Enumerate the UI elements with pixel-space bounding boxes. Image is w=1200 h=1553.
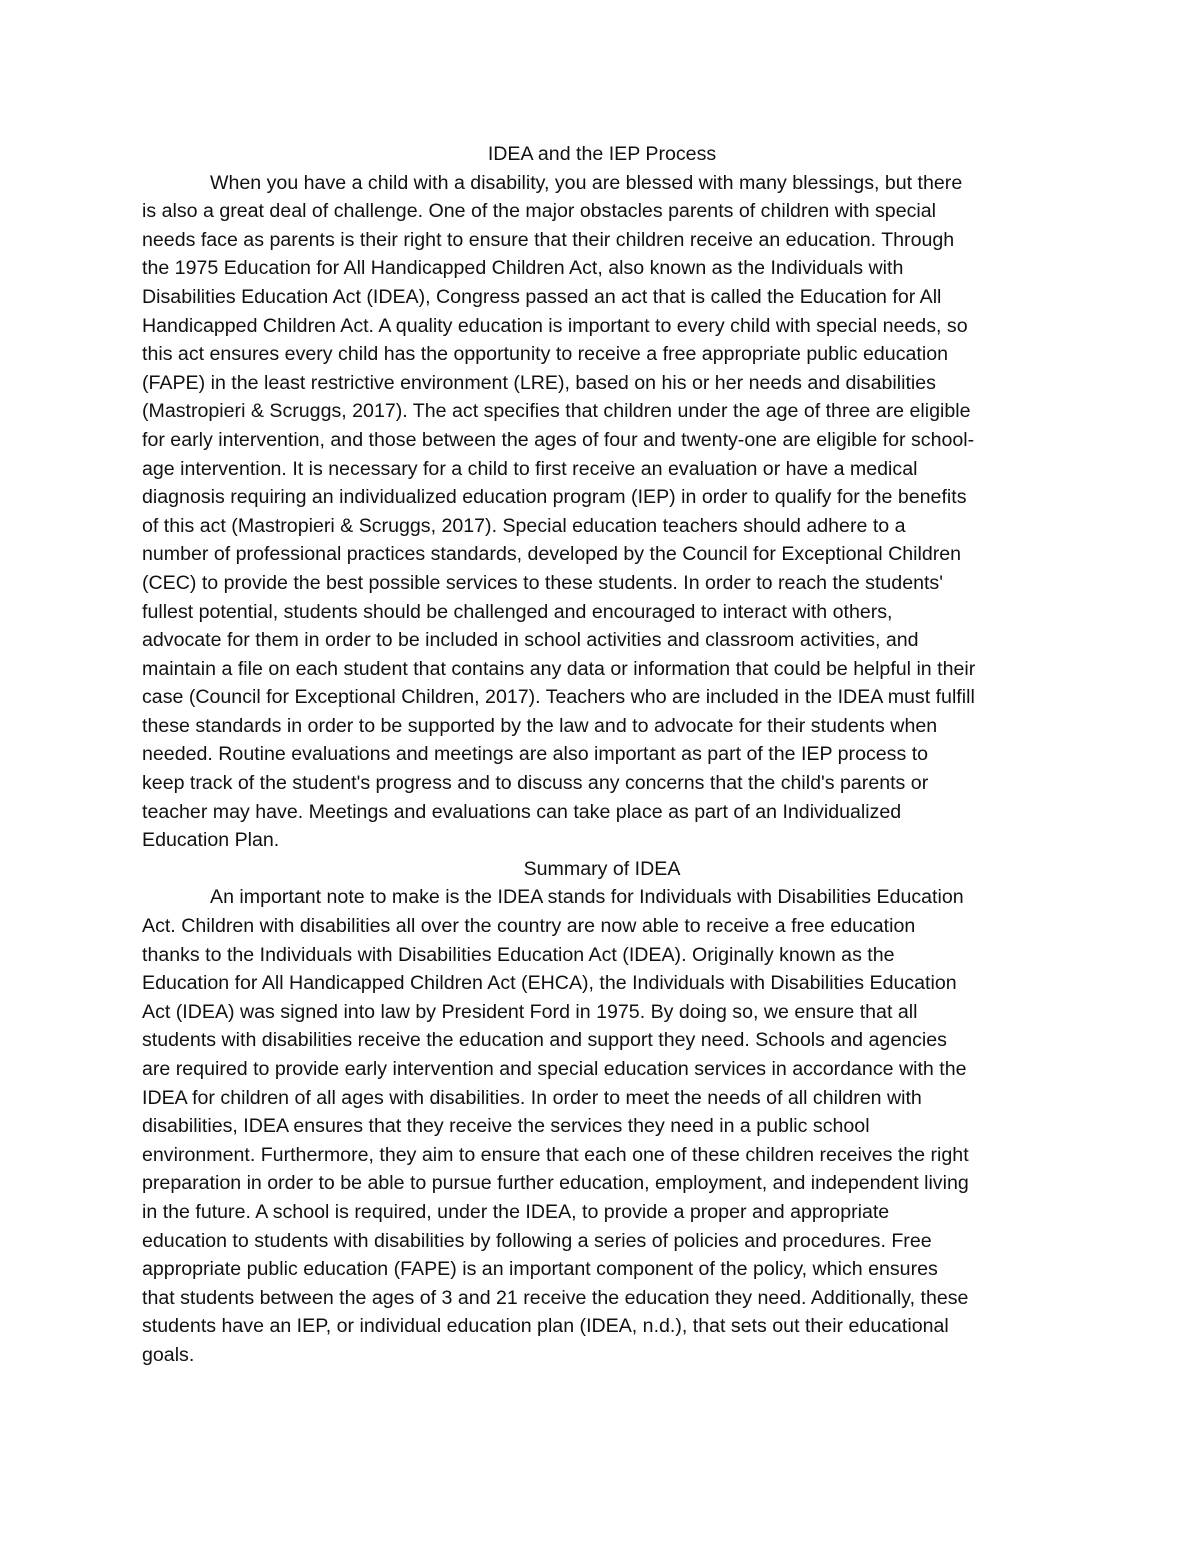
text-line: number of professional practices standards, developed by the Council for Exceptional Children [142, 543, 962, 566]
text-line: are required to provide early intervention and special education services in accordance with the [142, 1058, 967, 1080]
text-line: needed. Routine evaluations and meetings are also important as part of the IEP process to [142, 743, 929, 766]
text-line: age intervention. It is necessary for a child to first receive an evaluation or have a medical [142, 457, 918, 480]
text-line: these standards in order to be supported by the law and to advocate for their students when [142, 714, 938, 737]
text-line: environment. Furthermore, they aim to ensure that each one of these children receives the right [142, 1143, 969, 1166]
text-line: Act. Children with disabilities all over the country are now able to receive a free education [142, 915, 916, 938]
text-line: IDEA for children of all ages with disabilities. In order to meet the needs of all children with [142, 1086, 922, 1109]
text-line: (FAPE) in the least restrictive environment (LRE), based on his or her needs and disabilities [142, 371, 936, 394]
text-line: fullest potential, students should be challenged and encouraged to interact with others, [142, 600, 893, 623]
text-line: Handicapped Children Act. A quality education is important to every child with special needs, so [142, 314, 968, 337]
section-heading-idea-iep-process: IDEA and the IEP Process [487, 143, 717, 165]
paragraph-idea-iep-process [142, 169, 1062, 855]
text-line: diagnosis requiring an individualized education program (IEP) in order to qualify for the benefits [142, 486, 967, 509]
text-line: preparation in order to be able to pursue further education, employment, and independent living [142, 1172, 969, 1195]
text-line: An important note to make is the IDEA stands for Individuals with Disabilities Education [210, 886, 964, 909]
text-line: for early intervention, and those between the ages of four and twenty-one are eligible for school- [142, 428, 975, 451]
text-line: (CEC) to provide the best possible services to these students. In order to reach the students' [142, 571, 943, 594]
text-line: maintain a file on each student that contains any data or information that could be helpful in their [142, 657, 976, 680]
section-heading-summary-of-idea: Summary of IDEA [523, 857, 681, 880]
text-line: in the future. A school is required, under the IDEA, to provide a proper and appropriate [142, 1200, 890, 1223]
text-line: students have an IEP, or individual education plan (IDEA, n.d.), that sets out their educational [142, 1315, 949, 1338]
text-line: needs face as parents is their right to ensure that their children receive an education. Through [142, 228, 955, 251]
text-line: thanks to the Individuals with Disabilities Education Act (IDEA). Originally known as the [142, 943, 895, 966]
text-line: the 1975 Education for All Handicapped Children Act, also known as the Individuals with [142, 257, 904, 280]
text-line: case (Council for Exceptional Children, 2017). Teachers who are included in the IDEA must fulfill [142, 686, 975, 709]
text-line: keep track of the student's progress and to discuss any concerns that the child's parents or [142, 772, 929, 795]
document-page [142, 140, 1062, 1370]
text-line: of this act (Mastropieri & Scruggs, 2017). Special education teachers should adhere to a [142, 514, 906, 537]
text-line: students with disabilities receive the education and support they need. Schools and agencies [142, 1029, 947, 1052]
text-line: this act ensures every child has the opportunity to receive a free appropriate public education [142, 343, 948, 366]
paragraph-summary-of-idea [142, 883, 1062, 1369]
text-line: Education for All Handicapped Children Act (EHCA), the Individuals with Disabilities Education [142, 972, 957, 995]
text-line: that students between the ages of 3 and 21 receive the education they need. Additionally, these [142, 1286, 969, 1309]
text-line: advocate for them in order to be included in school activities and classroom activities, and [142, 629, 919, 652]
text-line: goals. [142, 1343, 195, 1366]
text-line: When you have a child with a disability, you are blessed with many blessings, but there [210, 171, 963, 194]
text-line: (Mastropieri & Scruggs, 2017). The act specifies that children under the age of three are eligible [142, 400, 971, 423]
text-line: teacher may have. Meetings and evaluations can take place as part of an Individualized [142, 800, 902, 823]
text-line: education to students with disabilities by following a series of policies and procedures. Free [142, 1229, 932, 1252]
text-line: appropriate public education (FAPE) is an important component of the policy, which ensures [142, 1258, 938, 1281]
text-line: disabilities, IDEA ensures that they receive the services they need in a public school [142, 1115, 870, 1138]
text-line: Disabilities Education Act (IDEA), Congress passed an act that is called the Education for All [142, 285, 942, 308]
text-line: Education Plan. [142, 829, 280, 852]
text-line: Act (IDEA) was signed into law by President Ford in 1975. By doing so, we ensure that all [142, 1000, 918, 1023]
text-line: is also a great deal of challenge. One of the major obstacles parents of children with special [142, 200, 936, 223]
